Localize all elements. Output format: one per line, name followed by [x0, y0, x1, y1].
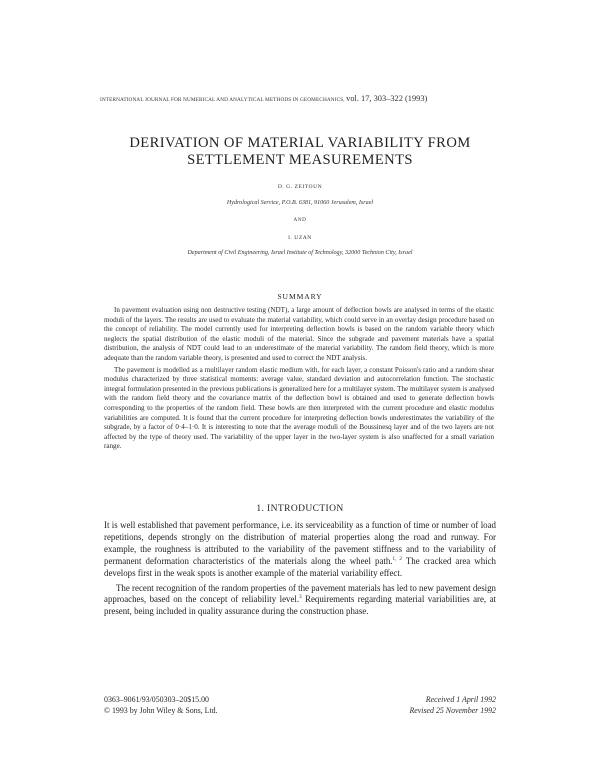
author-name-2: I. UZAN	[288, 235, 312, 241]
author-separator: AND	[293, 217, 307, 223]
author-affiliation-2: Department of Civil Engineering, Israel Institute of Technology, 32000 Technion City, Israel	[187, 250, 413, 256]
abstract-paragraph-2: The pavement is modelled as a multilayer random elastic medium with, for each layer, a constant Poisson's ratio and a random shear modulus characterized by three statistical moments: average value, standard deviation and autocorrelation function. The stochastic integral formulation presented in the previous publications is generalized here for a multilayer system. The multilayer system is analysed with the random field theory and the covariance matrix of the deflection bowl is obtained and used to generate deflection bowls corresponding to the properties of the random field. These bowls are then interpreted with the current procedure and elastic modulus variabilities are computed. It is found that the current procedure for interpreting deflection bowls underestimates the variability of the subgrade, by a factor of 0·4–1·0. It is interesting to note that the average moduli of the Boussinesq layer and of the two layers are not affected by the type of theory used. The variability of the upper layer in the two-layer system is also unaffected for a small variation range.	[104, 365, 494, 451]
introduction-body	[104, 520, 496, 618]
footer-publication-info	[104, 694, 218, 716]
author-name-1: D. G. ZEITOUN	[277, 184, 323, 190]
paper-title	[100, 135, 500, 169]
intro-paragraph-2	[104, 583, 496, 619]
intro-p2-text-a: The recent recognition of the random properties of the pavement materials has led to new pavement design approaches, based on the concept of reliability level.	[104, 582, 496, 605]
journal-header	[100, 94, 520, 103]
author-affiliation-1: Hydrological Service, P.O.B. 6381, 91060 Jerusalem, Israel	[226, 200, 374, 206]
journal-name: INTERNATIONAL JOURNAL FOR NUMERICAL AND ANALYTICAL METHODS IN GEOMECHANICS,	[100, 97, 345, 103]
title-line-1: DERIVATION OF MATERIAL VARIABILITY FROM	[129, 135, 471, 151]
citation-ref-3: 3	[299, 595, 302, 601]
citation-ref-1-2: 1, 2	[392, 556, 402, 562]
footer-code: 0363–9061/93/050303–20$15.00	[104, 695, 209, 704]
intro-paragraph-1	[104, 520, 496, 580]
title-line-2: SETTLEMENT MEASUREMENTS	[187, 152, 413, 168]
section-heading-introduction: 1. INTRODUCTION	[256, 504, 344, 514]
summary-heading: SUMMARY	[277, 292, 323, 301]
footer-copyright: © 1993 by John Wiley & Sons, Ltd.	[104, 706, 218, 715]
footer-revised: Revised 25 November 1992	[409, 706, 496, 715]
intro-p1-text-a: It is well established that pavement performance, i.e. its serviceability as a function of time or number of load repetitions, depends strongly on the distribution of material properties along the road and runway. For example, the roughness is attributed to the variability of the pavement stiffness and to the variability of permanent deformation characteristics of the materials along the wheel path.	[104, 520, 496, 566]
abstract	[104, 306, 494, 452]
intro-p1-text-b: The cracked area which develops first in the weak spots is another example of the material variability effect.	[104, 555, 496, 578]
abstract-paragraph-1: In pavement evaluation using non destructive testing (NDT), a large amount of deflection bowls are analysed in terms of the elastic moduli of the layers. The results are used to evaluate the material variability, which could serve in an overlay design procedure based on the concept of reliability. The model currently used for interpreting deflection bowls is based on the random variable theory which neglects the spatial distribution of the elastic moduli of the material. Since the subgrade and pavement materials have a spatial distribution, the analysis of NDT could lead to an underestimate of the material variability. The random field theory, which is more adequate than the random variable theory, is presented and used to correct the NDT analysis.	[104, 306, 494, 362]
footer-received: Received 1 April 1992	[425, 695, 496, 704]
journal-volume-info: vol. 17, 303–322 (1993)	[346, 94, 428, 103]
footer-dates	[409, 694, 496, 716]
intro-p2-text-b: Requirements regarding material variabilities are, at present, being included in quality assurance during the construction phase.	[104, 594, 496, 617]
